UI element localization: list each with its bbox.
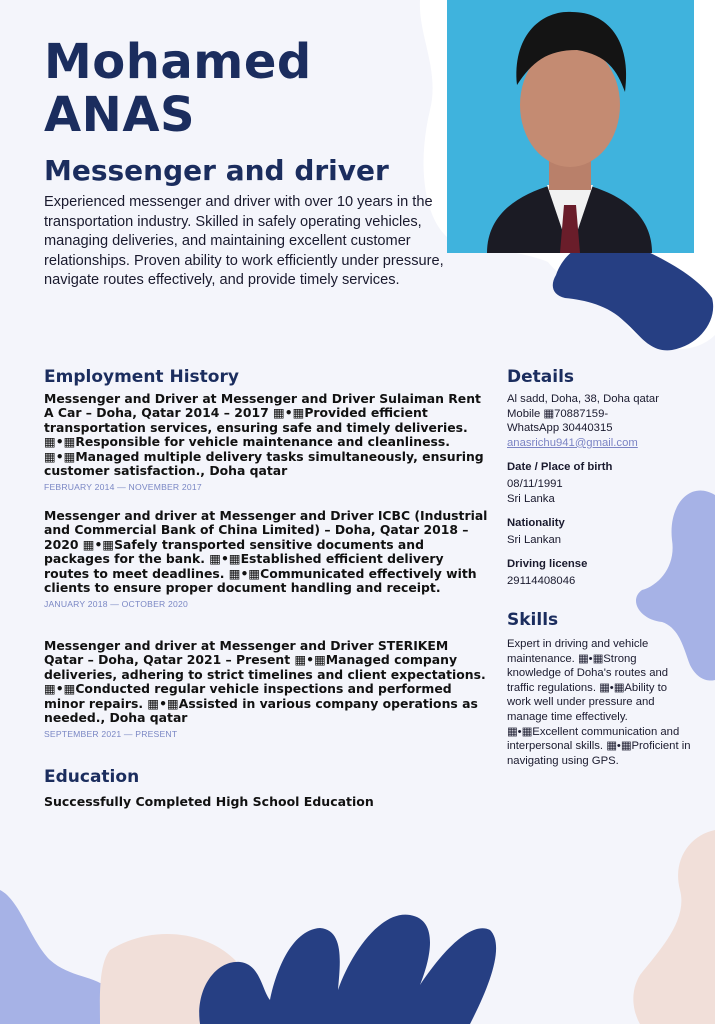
- nationality: Sri Lankan: [507, 533, 562, 546]
- employment-history-heading: Employment History: [44, 367, 239, 387]
- employment-entry: [44, 509, 489, 609]
- education-item: Successfully Completed High School Education: [44, 794, 374, 809]
- education-heading: Education: [44, 767, 140, 787]
- details-heading: Details: [507, 367, 575, 387]
- mobile-number: Mobile ▦70887159-: [507, 407, 609, 420]
- whatsapp-number: WhatsApp 30440315: [507, 422, 613, 435]
- address: Al sadd, Doha, 38, Doha qatar: [507, 393, 659, 405]
- dob-label: Date / Place of birth: [507, 461, 613, 474]
- employment-entry: [44, 639, 489, 739]
- driving-license-number: 29114408046: [507, 574, 576, 587]
- job-description: Messenger and driver at Messenger and Driver ICBC (Industrial and Commercial Bank of China Limited) – Doha, Qatar 2018 – 2020 ▦•▦Safely transported sensitive documents and packages for the bank. ▦•▦Established efficient delivery routes to meet deadlines. ▦•▦Communicated effectively with clients to ensure proper document handling and receipt.: [44, 508, 488, 596]
- candidate-name: [44, 36, 312, 142]
- job-title: Messenger and driver: [44, 154, 389, 187]
- skills-text: Expert in driving and vehicle maintenance. ▦•▦Strong knowledge of Doha's routes and traffic regulations. ▦•▦Ability to work well under pressure and manage time effectively. ▦•▦Excellent communication and interpersonal skills. ▦•▦Proficient in navigating using GPS.: [507, 638, 691, 767]
- nationality-label: Nationality: [507, 517, 565, 530]
- email-link[interactable]: anasrichu941@gmail.com: [507, 436, 638, 449]
- profile-summary: Experienced messenger and driver with over 10 years in the transportation industry. Skilled in safely operating vehicles, managing deliveries, and maintaining excellent customer relationships. Proven ability to work efficiently under pressure, navigate routes effectively, and provide timely services.: [44, 194, 444, 288]
- job-dates: JANUARY 2018 — OCTOBER 2020: [44, 599, 188, 610]
- employment-entry: [44, 392, 489, 492]
- job-dates: FEBRUARY 2014 — NOVEMBER 2017: [44, 482, 202, 493]
- job-description: Messenger and Driver at Messenger and Driver Sulaiman Rent A Car – Doha, Qatar 2014 – 2017 ▦•▦Provided efficient transportation services, ensuring safe and timely deliveries. ▦•▦Responsible for vehicle maintenance and cleanliness. ▦•▦Managed multiple delivery tasks simultaneously, ensuring customer satisfaction., Doha qatar: [44, 391, 484, 479]
- skills-heading: Skills: [507, 610, 559, 630]
- date-of-birth: 08/11/1991: [507, 477, 563, 490]
- details-section: [507, 392, 687, 589]
- driving-license-label: Driving license: [507, 558, 588, 571]
- first-name: Mohamed: [44, 34, 312, 90]
- place-of-birth: Sri Lanka: [507, 492, 555, 505]
- last-name: ANAS: [44, 87, 196, 143]
- job-dates: SEPTEMBER 2021 — PRESENT: [44, 729, 178, 740]
- job-description: Messenger and driver at Messenger and Driver STERIKEM Qatar – Doha, Qatar 2021 – Present ▦•▦Managed company deliveries, adhering to strict timelines and client expectations. ▦•▦Conducted regular vehicle inspections and performed minor repairs. ▦•▦Assisted in various company operations as needed., Doha qatar: [44, 638, 486, 726]
